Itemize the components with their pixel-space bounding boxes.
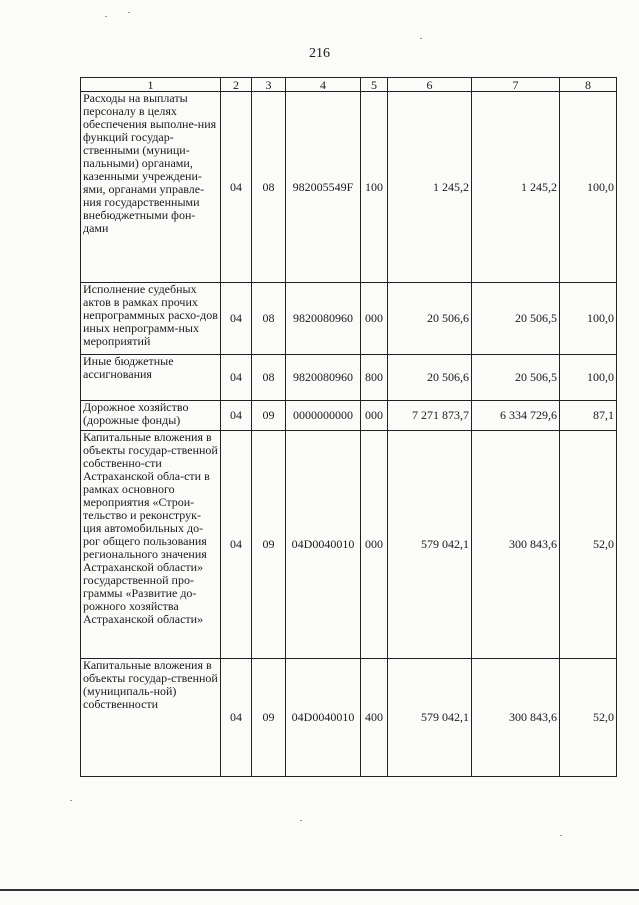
cell-executed: 20 506,5 (472, 283, 560, 355)
cell-target-article: 982005549F (286, 92, 361, 283)
scan-speck (420, 38, 422, 39)
row-description: Капитальные вложения в объекты государ-ственной собственно-сти Астраханской обла-сти в рамках основного мероприятия «Строи-тельство и реконструк-ция автомобильных до-рог общего пользования регионального значения Астраханской области» государственной про-граммы «Развитие до-рожного хозяйства Астраханской области» (81, 431, 221, 659)
cell-executed: 6 334 729,6 (472, 401, 560, 431)
scan-speck (105, 16, 107, 17)
cell-planned: 20 506,6 (388, 355, 472, 401)
cell-subsection: 08 (252, 283, 286, 355)
scan-edge-line (0, 889, 639, 891)
scan-speck (128, 12, 130, 13)
cell-planned: 579 042,1 (388, 659, 472, 777)
header-row (81, 78, 617, 92)
cell-target-article: 04D0040010 (286, 659, 361, 777)
cell-expense-type: 000 (361, 431, 388, 659)
page-number: 216 (309, 46, 330, 61)
header-cell: 4 (286, 78, 361, 92)
cell-section: 04 (221, 659, 252, 777)
row-description: Расходы на выплаты персоналу в целях обеспечения выполне-ния функций государ-ственными (муници-пальными) органами, казенными учреждени-ями, органами управле-ния государственными внебюджетными фон-дами (81, 92, 221, 283)
budget-table (80, 77, 617, 777)
table-row (81, 283, 617, 355)
table-row (81, 431, 617, 659)
header-cell: 8 (560, 78, 617, 92)
cell-percent: 100,0 (560, 283, 617, 355)
cell-target-article: 0000000000 (286, 401, 361, 431)
cell-section: 04 (221, 401, 252, 431)
cell-percent: 52,0 (560, 431, 617, 659)
cell-section: 04 (221, 92, 252, 283)
cell-percent: 100,0 (560, 355, 617, 401)
header-cell: 5 (361, 78, 388, 92)
cell-executed: 300 843,6 (472, 659, 560, 777)
cell-expense-type: 100 (361, 92, 388, 283)
cell-subsection: 08 (252, 355, 286, 401)
header-cell: 6 (388, 78, 472, 92)
cell-percent: 100,0 (560, 92, 617, 283)
cell-expense-type: 400 (361, 659, 388, 777)
cell-percent: 87,1 (560, 401, 617, 431)
table-row (81, 401, 617, 431)
cell-expense-type: 000 (361, 401, 388, 431)
cell-subsection: 09 (252, 401, 286, 431)
cell-planned: 20 506,6 (388, 283, 472, 355)
header-cell: 1 (81, 78, 221, 92)
cell-planned: 579 042,1 (388, 431, 472, 659)
cell-planned: 1 245,2 (388, 92, 472, 283)
header-cell: 7 (472, 78, 560, 92)
cell-expense-type: 800 (361, 355, 388, 401)
table-row (81, 355, 617, 401)
row-description: Капитальные вложения в объекты государ-ственной (муниципаль-ной) собственности (81, 659, 221, 777)
cell-subsection: 09 (252, 659, 286, 777)
row-description: Дорожное хозяйство (дорожные фонды) (81, 401, 221, 431)
table-row (81, 659, 617, 777)
scan-speck (70, 800, 72, 801)
table-row (81, 92, 617, 283)
cell-section: 04 (221, 355, 252, 401)
scan-speck (300, 820, 302, 821)
cell-subsection: 08 (252, 92, 286, 283)
cell-executed: 300 843,6 (472, 431, 560, 659)
cell-expense-type: 000 (361, 283, 388, 355)
cell-percent: 52,0 (560, 659, 617, 777)
cell-target-article: 04D0040010 (286, 431, 361, 659)
header-cell: 3 (252, 78, 286, 92)
cell-executed: 20 506,5 (472, 355, 560, 401)
row-description: Иные бюджетные ассигнования (81, 355, 221, 401)
cell-section: 04 (221, 431, 252, 659)
row-description: Исполнение судебных актов в рамках прочих непрограммных расхо-дов иных непрограмм-ных мероприятий (81, 283, 221, 355)
cell-target-article: 9820080960 (286, 355, 361, 401)
scan-speck (560, 835, 562, 836)
cell-executed: 1 245,2 (472, 92, 560, 283)
cell-target-article: 9820080960 (286, 283, 361, 355)
cell-subsection: 09 (252, 431, 286, 659)
cell-planned: 7 271 873,7 (388, 401, 472, 431)
cell-section: 04 (221, 283, 252, 355)
header-cell: 2 (221, 78, 252, 92)
